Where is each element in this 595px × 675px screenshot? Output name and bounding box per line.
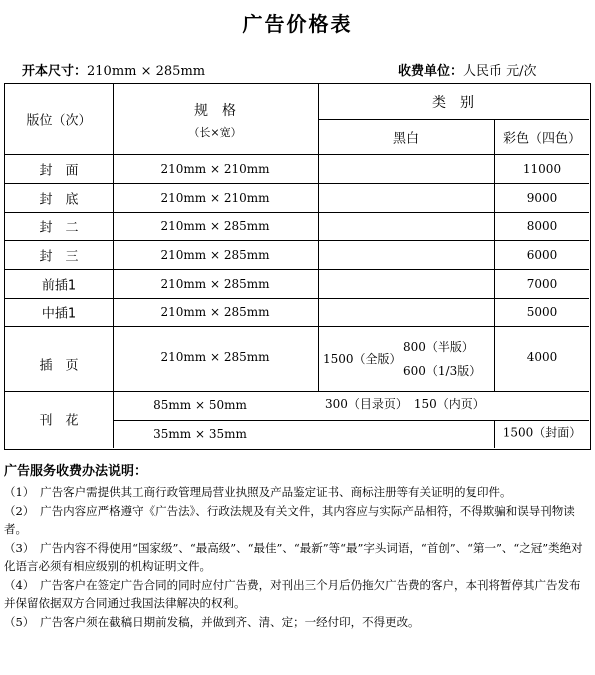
header-category: 类 别 — [432, 95, 474, 111]
row-color-price: 11000 — [522, 162, 562, 176]
row-position: 封 三 — [39, 249, 79, 265]
row-position: 封 面 — [39, 163, 79, 179]
row-color-price: 9000 — [526, 191, 558, 205]
row-color-price: 7000 — [526, 277, 558, 291]
grid-line — [113, 84, 114, 448]
note-item: （3） 广告内容不得使用“国家级”、“最高级”、“最佳”、“最新”等“最”字头词语，“首创”、“第一”、“之冠”类绝对化语言必须有相应级别的机构证明文件。 — [4, 540, 583, 573]
grid-line — [5, 391, 589, 392]
flower-position: 刊 花 — [39, 413, 79, 429]
row-spec: 210mm × 285mm — [160, 305, 270, 319]
row-position: 前插1 — [41, 278, 77, 294]
service-notes — [4, 460, 591, 631]
row-spec: 210mm × 210mm — [160, 162, 270, 176]
row-spec: 210mm × 285mm — [160, 219, 270, 233]
grid-line — [5, 240, 589, 241]
grid-line — [5, 326, 589, 327]
header-color: 彩色（四色） — [502, 131, 582, 147]
grid-line — [5, 212, 589, 213]
grid-line — [5, 183, 589, 184]
note-item: （4） 广告客户在签定广告合同的同时应付广告费，对刊出三个月后仍拖欠广告费的客户，本刊将暂停其广告发布并保留依据双方合同通过我国法律解决的权利。 — [4, 577, 581, 610]
grid-line — [494, 119, 495, 391]
insert-position: 插 页 — [39, 358, 79, 374]
insert-color-price: 4000 — [526, 350, 558, 364]
row-position: 封 二 — [39, 220, 79, 236]
note-item: （1） 广告客户需提供其工商行政管理局营业执照及产品鉴定证书、商标注册等有关证明的复印件。 — [4, 485, 512, 499]
grid-line — [113, 420, 589, 421]
flower-price-small: 1500（封面） — [502, 425, 582, 440]
grid-line — [494, 420, 495, 448]
page-size — [22, 60, 205, 79]
page-size-value: 210mm × 285mm — [87, 64, 206, 79]
page-title: 广告价格表 — [242, 12, 353, 36]
flower-spec-large: 85mm × 50mm — [153, 398, 247, 412]
flower-spec-small: 35mm × 35mm — [153, 427, 247, 441]
price-table — [4, 83, 591, 450]
grid-line — [318, 119, 589, 120]
row-spec: 210mm × 285mm — [160, 277, 270, 291]
page-size-label: 开本尺寸： — [22, 64, 88, 79]
header-position: 版位（次） — [26, 113, 92, 129]
row-position: 封 底 — [39, 192, 79, 208]
grid-line — [318, 84, 319, 391]
row-spec: 210mm × 285mm — [160, 248, 270, 262]
flower-price-large: 300（目录页） 150（内页） — [325, 397, 485, 411]
row-color-price: 5000 — [526, 305, 558, 319]
note-item: （5） 广告客户须在截稿日期前发稿，并做到齐、清、定；一经付印，不得更改。 — [4, 614, 420, 629]
header-spec-sub: （长×宽） — [188, 126, 242, 139]
notes-heading: 广告服务收费办法说明： — [4, 464, 148, 479]
note-item: （2） 广告内容应严格遵守《广告法》、行政法规及有关文件，其内容应与实际产品相符，不得欺骗和误导刊物读者。 — [4, 503, 575, 536]
row-color-price: 6000 — [526, 248, 558, 262]
insert-bw-half: 800（半版） — [403, 340, 474, 354]
header-bw: 黑白 — [392, 131, 420, 147]
grid-line — [5, 298, 589, 299]
grid-line — [5, 154, 589, 155]
row-color-price: 8000 — [526, 219, 558, 233]
insert-bw-third: 600（1/3版） — [403, 364, 482, 378]
row-position: 中插1 — [41, 306, 77, 322]
header-spec: 规 格 — [194, 103, 236, 119]
billing-unit-label: 收费单位： — [398, 64, 464, 79]
row-spec: 210mm × 210mm — [160, 191, 270, 205]
billing-unit — [398, 60, 537, 79]
grid-line — [5, 269, 589, 270]
insert-spec: 210mm × 285mm — [160, 350, 270, 364]
billing-unit-value: 人民币 元/次 — [463, 64, 537, 79]
insert-bw-full: 1500（全版） — [323, 352, 402, 366]
